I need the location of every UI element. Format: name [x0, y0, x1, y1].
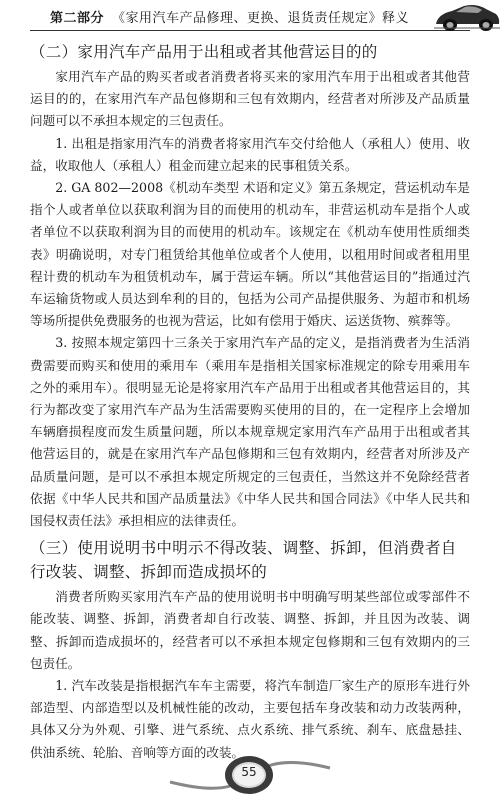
- section-heading: （二）家用汽车产品用于出租或者其他营运目的的: [30, 43, 378, 61]
- paragraph: 家用汽车产品的购买者或者消费者将买来的家用汽车用于出租或者其他营运目的的，在家用汽车产品包修期和三包有效期内，经营者对所涉及产品质量问题可以不承担本规定的三包责任。: [30, 69, 470, 129]
- main-content: [30, 40, 470, 764]
- page-number: 55: [241, 765, 257, 779]
- header-title: 《家用汽车产品修理、更换、退货责任规定》释义: [112, 11, 410, 26]
- section-heading: （三）使用说明书中明示不得改装、调整、拆卸，但消费者自行改装、调整、拆卸而造成损坏的: [30, 539, 457, 582]
- running-header: [30, 0, 470, 31]
- page-footer: [160, 752, 340, 798]
- section-3: [30, 536, 470, 764]
- paragraph: 1. 出租是指家用汽车的消费者将家用汽车交付给他人（承租人）使用、收益，收取他人（承租人）租金而建立起来的民事租赁关系。: [30, 135, 470, 173]
- paragraph: 1. 汽车改装是指根据汽车车主需要，将汽车制造厂家生产的原形车进行外部造型、内部造型以及机械性能的改动，主要包括车身改装和动力改装两种，具体又分为外观、引擎、进气系统、点火系统、排气系统、刹车、底盘悬挂、供油系统、轮胎、音响等方面的改装。: [30, 678, 470, 760]
- car-icon: [432, 0, 500, 34]
- section-2: [30, 40, 470, 532]
- paragraph: 3. 按照本规定第四十三条关于家用汽车产品的定义，是指消费者为生活消费需要而购买和使用的乘用车（乘用车是指相关国家标准规定的除专用乘用车之外的乘用车）。很明显无论是将家用汽车产品用于出租或者其他营运目的，其行为都改变了家用汽车产品为生活需要购买使用的目的，在一定程序上会增加车辆磨损程度而发生质量问题，所以本规章规定家用汽车产品用于出租或者其他营运目的，就是在家用汽车产品包修期和三包有效期内，经营者对所涉及产品质量问题，是可以不承担本规定所规定的三包责任，当然这并不免除经营者依据《中华人民共和国产品质量法》《中华人民共和国合同法》《中华人民共和国侵权责任法》承担相应的法律责任。: [30, 335, 470, 529]
- paragraph: 消费者所购买家用汽车产品的使用说明书中明确写明某些部位或零部件不能改装、调整、拆卸，消费者却自行改装、调整、拆卸，并且因为改装、调整、拆卸而造成损坏的，经营者可以不承担本规定包修期和三包有效期内的三包责任。: [30, 589, 470, 671]
- header-text: [50, 7, 409, 26]
- paragraph: 2. GA 802—2008《机动车类型 术语和定义》第五条规定，营运机动车是指个人或者单位以获取利润为目的而使用的机动车，非营运机动车是指个人或者单位不以获取利润为目的而使用的机动车。该规定在《机动车使用性质细类表》明确说明，对专门租赁给其他单位或者个人使用，以租用时间或者租用里程计费的机动车为租赁机动车，属于营运车辆。所以“其他营运目的”指通过汽车运输货物或人员达到牟利的目的，包括为公司产品提供服务、为超市和机场等场所提供免费服务的也视为营运，比如有偿用于婚庆、运送货物、殡葬等。: [30, 180, 470, 329]
- header-part: 第二部分: [50, 11, 105, 26]
